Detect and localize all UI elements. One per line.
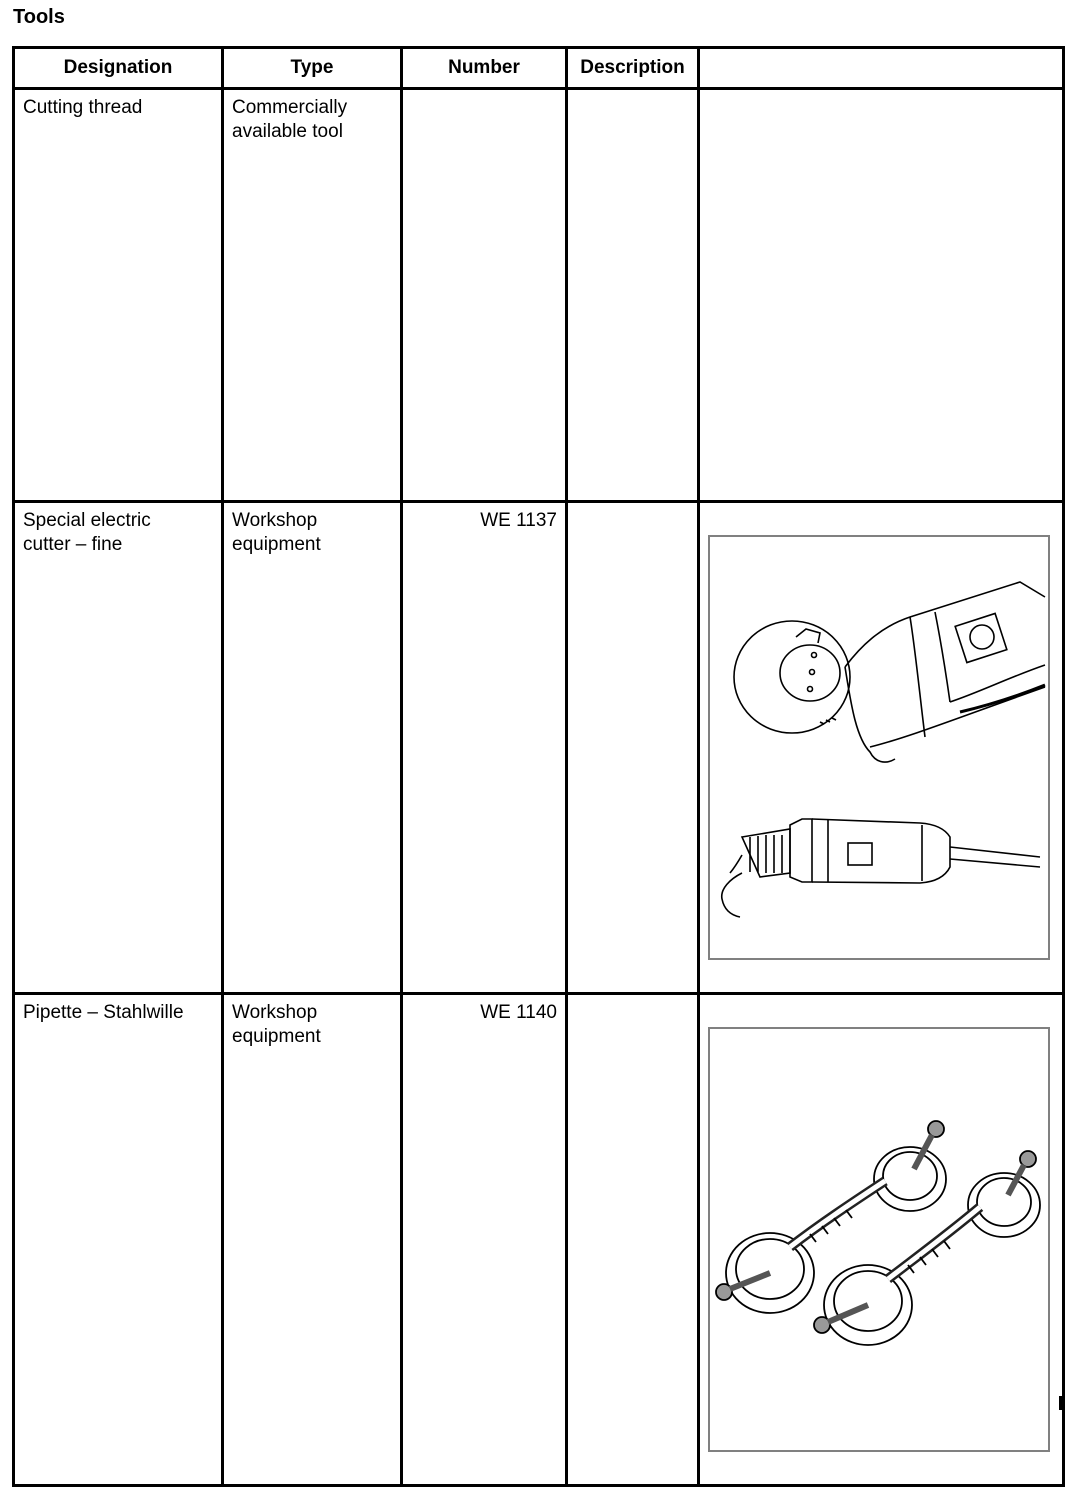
cell-designation: Cutting thread [14,89,223,502]
table-continuation-line [565,1396,568,1410]
cell-type: Workshop equipment [223,502,402,994]
cell-type: Commercially available tool [223,89,402,502]
table-continuation-line [1059,1396,1062,1410]
table-row [14,502,1064,994]
cell-description [567,502,699,994]
cell-description [567,89,699,502]
cell-designation: Pipette – Stahlwille [14,994,223,1486]
electric-cutter-illustration [708,535,1050,960]
header-designation: Designation [14,48,223,89]
header-number: Number [402,48,567,89]
cell-number: WE 1140 [402,994,567,1486]
cell-number [402,89,567,502]
tools-table [12,46,1065,1487]
cell-designation: Special electric cutter – fine [14,502,223,994]
table-header-row [14,48,1064,89]
table-continuation-line [221,1396,224,1410]
cell-image [699,89,1064,502]
table-row [14,994,1064,1486]
table-continuation-line [12,1396,15,1410]
cell-number: WE 1137 [402,502,567,994]
table-continuation-line [400,1396,403,1410]
table-row [14,89,1064,502]
header-description: Description [567,48,699,89]
table-continuation-line [697,1396,700,1410]
cell-image [699,502,1064,994]
suction-lifter-illustration [708,1027,1050,1452]
cell-image [699,994,1064,1486]
header-image [699,48,1064,89]
cell-description [567,994,699,1486]
page-title: Tools [13,6,65,28]
cell-type: Workshop equipment [223,994,402,1486]
header-type: Type [223,48,402,89]
